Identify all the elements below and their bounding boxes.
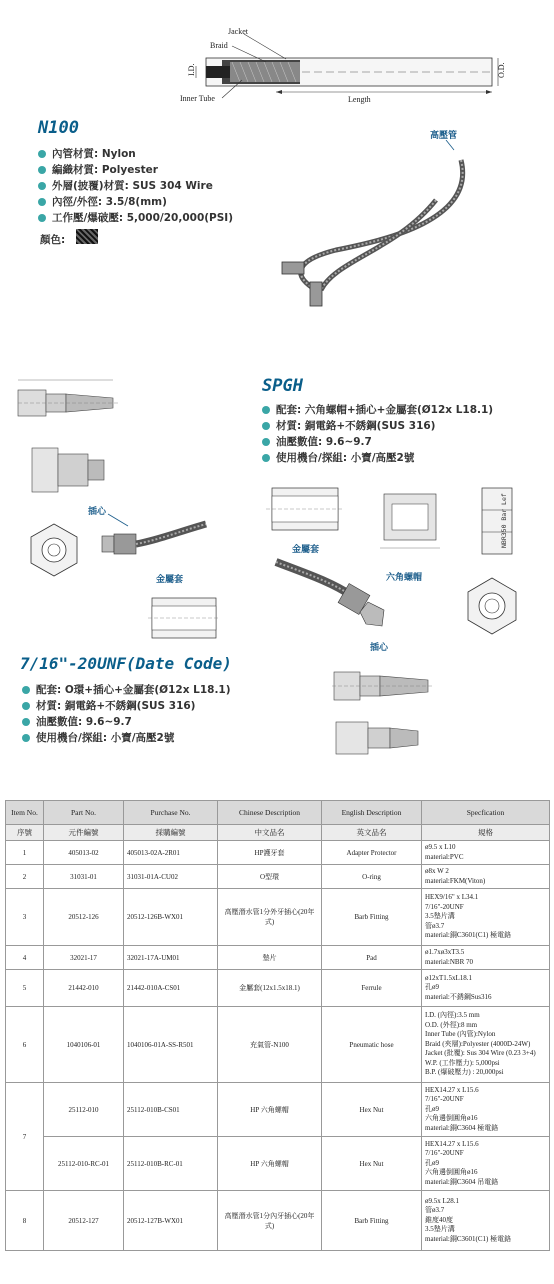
- unf-spec-item: 使用機台/探組: 小寶/高壓2號: [22, 730, 231, 746]
- bullet-dot-icon: [262, 438, 270, 446]
- cell-part-no: 20512-127: [44, 1191, 124, 1251]
- color-label: 顏色:: [40, 234, 66, 246]
- spec-line: ø9.5x L28.1: [425, 1196, 460, 1205]
- spgh-hex-nut-front-drawing: [460, 574, 524, 638]
- braided-hose-illustration: [276, 140, 476, 320]
- spec-line: material:銅C3604 極電鉻: [425, 1123, 499, 1132]
- spgh-spec-item: 使用機台/探組: 小寶/高壓2號: [262, 450, 493, 466]
- n100-title: N100: [38, 118, 79, 138]
- cell-specification: [422, 1007, 550, 1083]
- n100-spec-item: 內徑/外徑: 3.5/8(mm): [38, 194, 233, 210]
- unf-spec-item: 油壓數值: 9.6~9.7: [22, 714, 231, 730]
- spgh-spec-list: [262, 402, 493, 466]
- header-chinese-description: Chinese Description: [218, 801, 322, 825]
- spgh-spec-item: 油壓數值: 9.6~9.7: [262, 434, 493, 450]
- cell-chinese-description: 金屬套(12x1.5x18.1): [218, 970, 322, 1007]
- bullet-dot-icon: [262, 454, 270, 462]
- cell-item-no: 3: [6, 889, 44, 946]
- spgh-hex-nut-callout: 六角螺帽: [386, 573, 423, 583]
- unf-spec-item: 配套: O環+插心+金屬套(Ø12x L18.1): [22, 682, 231, 698]
- id-label: I.D.: [187, 63, 196, 76]
- spec-line: Inner Tube (內管):Nylon: [425, 1030, 496, 1039]
- spec-line: material:NBR 70: [425, 957, 474, 966]
- braid-label: Braid: [210, 41, 228, 50]
- cell-chinese-description: HP 六角螺帽: [218, 1137, 322, 1191]
- cell-item-no: 1: [6, 841, 44, 865]
- unf-hose-fitting-photo: [98, 512, 208, 562]
- spec-line: W.P. (工作壓力): 5,000psi: [425, 1058, 500, 1067]
- cell-chinese-description: HP 六角螺帽: [218, 1083, 322, 1137]
- table-header-row: [6, 801, 550, 825]
- spec-line: Jacket (批覆): Sus 304 Wire (0.23 3+4): [425, 1049, 536, 1058]
- spec-line: ø8x W 2: [425, 867, 449, 875]
- spgh-spec-item: 材質: 銅電鉻+不銹鋼(SUS 316): [262, 418, 493, 434]
- spec-line: 六角邊倒圓角ø16: [425, 1168, 478, 1177]
- hose-callout: 高壓管: [430, 131, 458, 141]
- subheader-cell: 規格: [422, 825, 550, 841]
- spec-line: 管ø3.7: [425, 1206, 445, 1215]
- spec-line: material:銅C3604 吊電鉻: [425, 1177, 499, 1186]
- jacket-label: Jacket: [228, 27, 248, 36]
- table-row: [6, 889, 550, 946]
- cell-chinese-description: 高壓潛水管1分內牙插心(20年式): [218, 1191, 322, 1251]
- bullet-dot-icon: [22, 702, 30, 710]
- cell-part-no: 20512-126: [44, 889, 124, 946]
- subheader-cell: 中文品名: [218, 825, 322, 841]
- spgh-title: SPGH: [262, 376, 303, 396]
- spgh-adapter-drawing: [330, 716, 422, 760]
- spec-line: material:FKM(Viton): [425, 876, 486, 885]
- bullet-dot-icon: [22, 734, 30, 742]
- cell-part-no: 1040106-01: [44, 1007, 124, 1083]
- table-subheader-row: [6, 825, 550, 841]
- bullet-dot-icon: [38, 182, 46, 190]
- cell-english-description: Ferrule: [322, 970, 422, 1007]
- cell-item-no: 6: [6, 1007, 44, 1083]
- spgh-spec-item: 配套: 六角螺帽+插心+金屬套(Ø12x L18.1): [262, 402, 493, 418]
- unf-title: 7/16"-20UNF(Date Code): [20, 654, 232, 673]
- spec-line: O.D. (外徑):8 mm: [425, 1020, 478, 1029]
- od-label: O.D.: [497, 62, 506, 78]
- spec-line: 3.5墊片溝: [425, 1225, 455, 1234]
- spgh-hex-nut-side-drawing: [474, 482, 520, 562]
- subheader-cell: 採購編號: [124, 825, 218, 841]
- braided-color-swatch: [76, 229, 98, 244]
- spec-line: material:銅C3601(C1) 極電鉻: [425, 931, 512, 940]
- unf-spec-item: 材質: 銅電鉻+不銹鋼(SUS 316): [22, 698, 231, 714]
- n100-spec-item: 工作壓/爆破壓: 5,000/20,000(PSI): [38, 210, 233, 226]
- table-row: [6, 1007, 550, 1083]
- cell-specification: [422, 865, 550, 889]
- spec-line: 錐度40度: [425, 1215, 453, 1224]
- cell-purchase-no: 25112-010B-RC-01: [124, 1137, 218, 1191]
- cell-specification: [422, 841, 550, 865]
- cell-part-no: 32021-17: [44, 946, 124, 970]
- unf-ferrule-callout-top: 金屬套: [156, 575, 184, 585]
- hose-structure-diagram: [176, 22, 506, 114]
- cell-specification: [422, 1191, 550, 1251]
- cell-english-description: Barb Fitting: [322, 1191, 422, 1251]
- cell-english-description: Hex Nut: [322, 1137, 422, 1191]
- cell-chinese-description: 充氣管-N100: [218, 1007, 322, 1083]
- table-body: [6, 841, 550, 1251]
- bullet-dot-icon: [22, 718, 30, 726]
- subheader-cell: 英文品名: [322, 825, 422, 841]
- cell-part-no: 405013-02: [44, 841, 124, 865]
- spgh-hose-fitting-photo: [272, 552, 392, 632]
- spgh-insert-callout: 插心: [370, 643, 389, 653]
- spec-line: 六角邊倒圓角ø16: [425, 1114, 478, 1123]
- spec-line: I.D. (內徑):3.5 mm: [425, 1011, 480, 1020]
- spec-line: 7/16"-20UNF: [425, 1149, 464, 1158]
- cell-english-description: Pneumatic hose: [322, 1007, 422, 1083]
- spec-line: 孔ø9: [425, 1158, 439, 1167]
- spgh-bar-marking: NBR350 Bar Lef: [500, 493, 508, 548]
- n100-spec-item: 外層(披覆)材質: SUS 304 Wire: [38, 178, 233, 194]
- cell-item-no: 7: [6, 1083, 44, 1191]
- bullet-dot-icon: [38, 214, 46, 222]
- bullet-dot-icon: [38, 198, 46, 206]
- spec-line: HEX14.27 x L15.6: [425, 1139, 479, 1148]
- spec-line: ø12xT1.5xL18.1: [425, 973, 473, 982]
- cell-purchase-no: 25112-010B-CS01: [124, 1083, 218, 1137]
- hex-fitting-side-drawing: [28, 442, 108, 498]
- spec-line: 3.5墊片溝: [425, 912, 455, 921]
- header-item-no: Item No.: [6, 801, 44, 825]
- ferrule-drawing: [146, 592, 222, 644]
- spgh-ferrule-drawing: [264, 480, 346, 538]
- bullet-dot-icon: [38, 166, 46, 174]
- inner-tube-label: Inner Tube: [180, 94, 215, 103]
- specification-table: [5, 800, 550, 1251]
- cell-specification: [422, 1083, 550, 1137]
- cell-part-no: 21442-010: [44, 970, 124, 1007]
- cell-english-description: Adapter Protector: [322, 841, 422, 865]
- subheader-cell: 序號: [6, 825, 44, 841]
- cell-purchase-no: 21442-010A-CS01: [124, 970, 218, 1007]
- spec-line: HEX9/16" x L34.1: [425, 893, 479, 902]
- cell-specification: [422, 946, 550, 970]
- n100-spec-list: [38, 146, 233, 226]
- spec-line: material:銅C3601(C1) 極電鉻: [425, 1234, 512, 1243]
- cell-english-description: Barb Fitting: [322, 889, 422, 946]
- spec-line: 管ø3.7: [425, 921, 445, 930]
- bullet-dot-icon: [262, 406, 270, 414]
- unf-spec-list: [22, 682, 231, 746]
- bullet-dot-icon: [262, 422, 270, 430]
- spec-line: 孔ø9: [425, 1104, 439, 1113]
- spec-line: Braid (夾層):Polyester (4000D-24W): [425, 1039, 531, 1048]
- cell-english-description: Pad: [322, 946, 422, 970]
- cell-item-no: 2: [6, 865, 44, 889]
- cell-english-description: O-ring: [322, 865, 422, 889]
- table-row: [6, 1191, 550, 1251]
- spec-line: ø9.5 x L10: [425, 843, 456, 851]
- cell-chinese-description: HP護牙套: [218, 841, 322, 865]
- table-row: [6, 865, 550, 889]
- cell-purchase-no: 1040106-01A-SS-R501: [124, 1007, 218, 1083]
- cell-specification: [422, 1137, 550, 1191]
- cell-chinese-description: 高壓潛水管1分外牙插心(20年式): [218, 889, 322, 946]
- cell-chinese-description: O型環: [218, 865, 322, 889]
- cell-english-description: Hex Nut: [322, 1083, 422, 1137]
- cell-part-no: 31031-01: [44, 865, 124, 889]
- header-specification: Specfication: [422, 801, 550, 825]
- spec-line: 孔ø9: [425, 983, 439, 992]
- header-english-description: English Description: [322, 801, 422, 825]
- length-label: Length: [348, 95, 371, 104]
- cell-purchase-no: 20512-126B-WX01: [124, 889, 218, 946]
- table-row: [6, 1137, 550, 1191]
- table-row: [6, 1083, 550, 1137]
- spec-line: ø1.7xø3xT3.5: [425, 948, 465, 956]
- cell-part-no: 25112-010: [44, 1083, 124, 1137]
- subheader-cell: 元件編號: [44, 825, 124, 841]
- spgh-ferrule-callout: 金屬套: [292, 545, 320, 555]
- bullet-dot-icon: [38, 150, 46, 158]
- cell-specification: [422, 889, 550, 946]
- spec-line: HEX14.27 x L15.6: [425, 1085, 479, 1094]
- cell-specification: [422, 970, 550, 1007]
- spgh-barb-fitting-drawing: [328, 658, 438, 714]
- spgh-hex-nut-section-drawing: [374, 486, 448, 556]
- header-part-no: Part No.: [44, 801, 124, 825]
- cell-purchase-no: 20512-127B-WX01: [124, 1191, 218, 1251]
- n100-spec-item: 編織材質: Polyester: [38, 162, 233, 178]
- spec-line: B.P. (爆破壓力) : 20,000psi: [425, 1068, 504, 1077]
- spec-line: 7/16"-20UNF: [425, 1095, 464, 1104]
- bullet-dot-icon: [22, 686, 30, 694]
- cell-part-no: 25112-010-RC-01: [44, 1137, 124, 1191]
- n100-spec-item: 內管材質: Nylon: [38, 146, 233, 162]
- cell-purchase-no: 405013-02A-2R01: [124, 841, 218, 865]
- cell-chinese-description: 墊片: [218, 946, 322, 970]
- cell-purchase-no: 32021-17A-UM01: [124, 946, 218, 970]
- header-purchase-no: Purchase No.: [124, 801, 218, 825]
- barb-fitting-drawing: [8, 372, 128, 434]
- spec-line: 7/16"-20UNF: [425, 902, 464, 911]
- spec-line: material:PVC: [425, 852, 464, 861]
- table-row: [6, 946, 550, 970]
- table-row: [6, 841, 550, 865]
- cell-item-no: 8: [6, 1191, 44, 1251]
- hex-nut-front-drawing: [24, 520, 84, 580]
- cell-item-no: 4: [6, 946, 44, 970]
- cell-purchase-no: 31031-01A-CU02: [124, 865, 218, 889]
- spec-line: material:不銹鋼Sus316: [425, 992, 492, 1001]
- table-row: [6, 970, 550, 1007]
- cell-item-no: 5: [6, 970, 44, 1007]
- unf-insert-callout-top: 插心: [88, 507, 107, 517]
